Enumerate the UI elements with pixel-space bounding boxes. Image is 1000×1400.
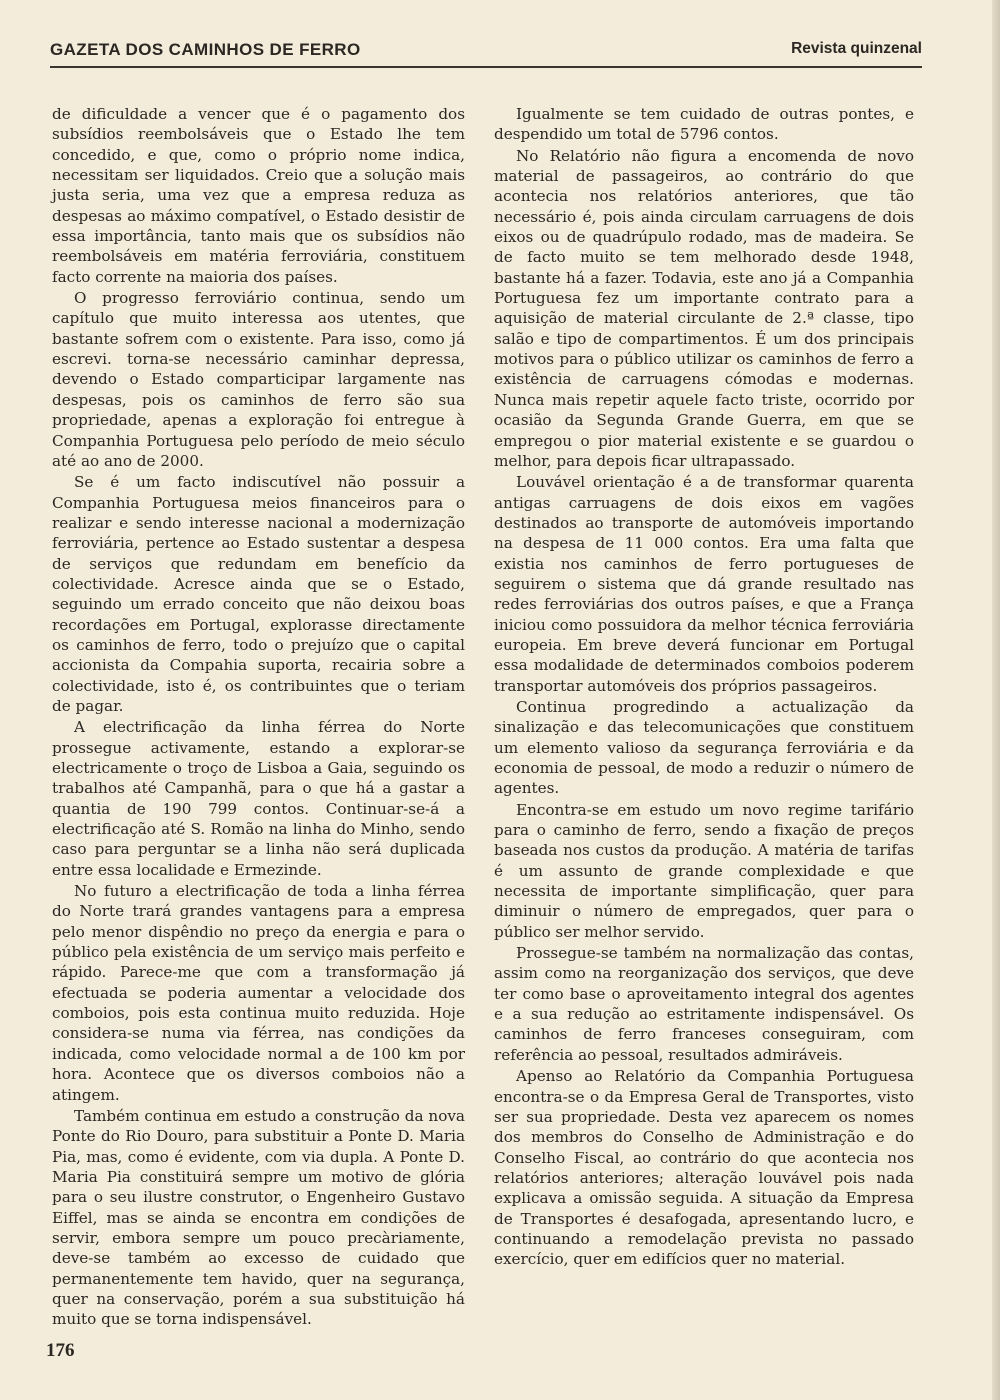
paragraph: Louvável orientação é a de transformar quarenta antigas carruagens de dois eixos em vagões destinados ao transporte de automóveis importando na despesa de 11 000 contos. Era uma falta que existia nos caminhos de ferro portugueses de seguirem o sistema que dá grande resultado nas redes ferroviárias dos outros países, e que a França iniciou como possuidora da melhor técnica ferroviária europeia. Em breve deverá funcionar em Portugal essa modalidade de determinados comboios poderem transportar automóveis dos próprios passageiros. [494,473,914,695]
page-binding-edge [992,0,1000,1400]
paragraph: Prossegue-se também na normalização das contas, assim como na reorganização dos serviços, que deve ter como base o aproveitamento integral dos agentes e a sua redução ao estritamente indispensável. Os caminhos de ferro franceses conseguiram, com referência ao pessoal, resultados admiráveis. [494,944,914,1064]
paragraph: A electrificação da linha férrea do Norte prossegue activamente, estando a explorar-se electricamente o troço de Lisboa a Gaia, seguindo os trabalhos até Campanhã, para o que há a gastar a quantia de 190 799 contos. Continuar-se-á a electrificação até S. Romão na linha do Minho, sendo caso para perguntar se a linha não será duplicada entre essa localidade e Ermezinde. [52,718,465,879]
paragraph: Continua progredindo a actualização da sinalização e das telecomunicações que constituem um elemento valioso da segurança ferroviária e da economia de pessoal, de modo a reduzir o número de agentes. [494,697,914,798]
paragraph: O progresso ferroviário continua, sendo um capítulo que muito interessa aos utentes, que bastante sofrem com o existente. Para isso, como já escrevi. torna-se necessário caminhar depressa, devendo o Estado comparticipar largamente nas despesas, pois os caminhos de ferro são sua propriedade, apenas a exploração foi entregue à Companhia Portuguesa pelo período de meio século até ao ano de 2000. [52,289,465,470]
paragraph: No futuro a electrificação de toda a linha férrea do Norte trará grandes vantagens para a empresa pelo menor dispêndio no preço da energia e para o público pela existência de um serviço mais perfeito e rápido. Parece-me que com a transformação já efectuada se poderia aumentar a velocidade dos comboios, pois esta continua muito reduzida. Hoje considera-se numa via férrea, nas condições da indicada, como velocidade normal a de 100 km por hora. Acontece que os diversos comboios não a atingem. [52,882,465,1104]
page-number: 176 [46,1340,75,1361]
journal-subtitle: Revista quinzenal [791,40,922,57]
right-column [494,104,914,1271]
paragraph: Igualmente se tem cuidado de outras pontes, e despendido um total de 5796 contos. [494,105,914,144]
running-header [50,36,922,68]
paragraph: No Relatório não figura a encomenda de novo material de passageiros, ao contrário do que acontecia nos relatórios anteriores, que tão necessário é, pois ainda circulam carruagens de dois eixos ou de quadrúpulo rodado, mas de madeira. Se de facto muito se tem melhorado desde 1948, bastante há a fazer. Todavia, este ano já a Companhia Portuguesa fez um importante contrato para a aquisição de material circulante de 2.ª classe, tipo salão e tipo de compartimentos. É um dos principais motivos para o público utilizar os caminhos de ferro a existência de carruagens cómodas e modernas. Nunca mais repetir aquele facto triste, ocorrido por ocasião da Segunda Grande Guerra, em que se empregou o pior material existente e se guardou o melhor, para depois ficar ultrapassado. [494,146,914,470]
paragraph: Também continua em estudo a construção da nova Ponte do Rio Douro, para substituir a Ponte D. Maria Pia, mas, como é evidente, com via dupla. A Ponte D. Maria Pia constituirá sempre um motivo de glória para o seu ilustre construtor, o Engenheiro Gustavo Eiffel, mas se ainda se encontra em condições de servir, embora sempre um pouco precàriamente, deve-se também ao excesso de cuidado que permanentemente tem havido, quer na segurança, quer na conservação, porém a sua substituição há muito que se torna indispensável. [52,1106,465,1329]
paragraph: Encontra-se em estudo um novo regime tarifário para o caminho de ferro, sendo a fixação de preços baseada nos custos da produção. A matéria de tarifas é um assunto de grande complexidade e que necessita de importante simplificação, quer para diminuir o número de empregados, quer para o público ser melhor servido. [494,800,914,941]
journal-title: GAZETA DOS CAMINHOS DE FERRO [50,40,361,59]
paragraph: de dificuldade a vencer que é o pagamento dos subsídios reembolsáveis que o Estado lhe tem concedido, e que, como o próprio nome indica, necessitam ser liquidados. Creio que a solução mais justa seria, uma vez que a empresa reduza as despesas ao máximo compatível, o Estado desistir de essa importância, tanto mais que os subsídios não reembolsáveis em matéria ferroviária, constituem facto corrente na maioria dos países. [52,105,465,286]
paragraph: Se é um facto indiscutível não possuir a Companhia Portuguesa meios financeiros para o realizar e sendo interesse nacional a modernização ferroviária, pertence ao Estado sustentar a despesa de serviços que redundam em benefício da colectividade. Acresce ainda que se o Estado, seguindo um errado conceito que não deixou boas recordações em Portugal, explorasse directamente os caminhos de ferro, todo o prejuízo que o capital accionista da Compahia suporta, recairia sobre a colectividade, isto é, os contribuintes que o teriam de pagar. [52,473,465,715]
left-column [52,104,465,1331]
paragraph: Apenso ao Relatório da Companhia Portuguesa encontra-se o da Empresa Geral de Transportes, visto ser sua propriedade. Desta vez aparecem os nomes dos membros do Conselho de Administração e do Conselho Fiscal, ao contrário do que acontecia nos relatórios anteriores; alteração louvável pois nada explicava a omissão seguida. A situação da Empresa de Transportes é desafogada, apresentando lucro, e continuando a remodelação prevista no passado exercício, quer em edifícios quer no material. [494,1067,914,1269]
